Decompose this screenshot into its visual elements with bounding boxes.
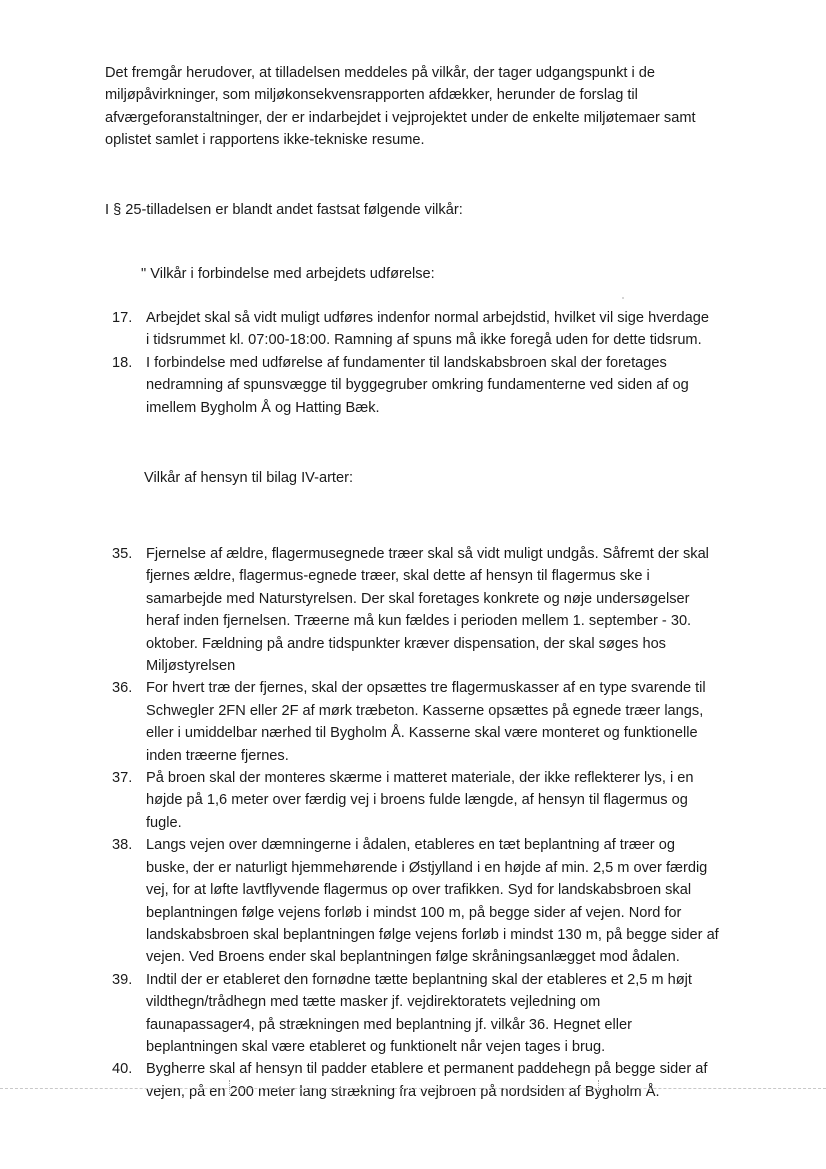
- item-line: heraf inden fjernelsen. Træerne må kun fældes i perioden mellem 1. september - 30.: [146, 613, 692, 630]
- item-line: På broen skal der monteres skærme i matteret materiale, der ikke reflekterer lys, i en: [146, 770, 694, 787]
- scan-artifact-mark: [229, 1080, 231, 1094]
- list-item: [112, 677, 719, 767]
- list-item: [112, 969, 719, 1059]
- list-item: [112, 307, 709, 352]
- item-line: Fjernelse af ældre, flagermusegnede træer skal så vidt muligt undgås. Såfremt der skal: [146, 546, 709, 562]
- section1-list: [112, 307, 709, 419]
- item-line: vejen. Ved Broens ender skal beplantningen følge skråningsanlægget mod ådalen.: [146, 949, 680, 966]
- item-line: eller i umiddelbar nærhed til Bygholm Å. Kasserne skal være monteret og funktionelle: [146, 725, 698, 742]
- item-line: fugle.: [146, 814, 182, 831]
- intro-line: miljøpåvirkninger, som miljøkonsekvensrapporten afdækker, herunder de forslag til: [105, 87, 638, 104]
- list-item: [112, 1058, 719, 1103]
- item-line: Miljøstyrelsen: [146, 658, 236, 675]
- condition-intro: I § 25-tilladelsen er blandt andet fastsat følgende vilkår:: [105, 202, 463, 218]
- item-number: 37.: [112, 770, 133, 787]
- item-line: Langs vejen over dæmningerne i ådalen, etableres en tæt beplantning af træer og: [146, 837, 675, 854]
- item-line: buske, der er naturligt hjemmehørende i Østjylland i en højde af min. 2,5 m over færdig: [146, 859, 708, 876]
- intro-paragraph: [105, 62, 696, 152]
- scan-artifact-line: [0, 1088, 826, 1089]
- item-line: vejen, på en 200 meter lang strækning fra vejbroen på nordsiden af Bygholm Å.: [146, 1083, 660, 1100]
- item-number: 39.: [112, 971, 133, 988]
- item-line: Schwegler 2FN eller 2F af mørk træbeton. Kasserne opsættes på egnede træer langs,: [146, 702, 704, 719]
- intro-line: Det fremgår herudover, at tilladelsen meddeles på vilkår, der tager udgangspunkt i de: [105, 65, 656, 81]
- item-number: 40.: [112, 1061, 133, 1078]
- item-line: For hvert træ der fjernes, skal der opsættes tre flagermuskasser af en type svarende til: [146, 680, 706, 697]
- item-line: imellem Bygholm Å og Hatting Bæk.: [146, 399, 380, 416]
- item-line: inden træerne fjernes.: [146, 747, 289, 764]
- item-number: 18.: [112, 354, 133, 371]
- item-line: beplantningen skal være etableret og funktionelt når vejen tages i brug.: [146, 1038, 606, 1055]
- item-line: vej, for at løfte lavtflyvende flagermus op over trafikken. Syd for landskabsbroen skal: [146, 882, 692, 899]
- section2-list: [112, 543, 719, 1103]
- section2-heading: Vilkår af hensyn til bilag IV-arter:: [144, 470, 354, 486]
- list-item: [112, 767, 719, 834]
- item-line: fjernes ældre, flagermus-egnede træer, skal dette af hensyn til flagermus ske i: [146, 568, 650, 585]
- item-number: 36.: [112, 680, 133, 697]
- list-item: [112, 543, 719, 677]
- intro-line: oplistet samlet i rapportens ikke-tekniske resume.: [105, 132, 425, 149]
- item-line: Arbejdet skal så vidt muligt udføres indenfor normal arbejdstid, hvilket vil sige hverdage: [146, 310, 709, 326]
- item-number: 35.: [112, 546, 133, 562]
- item-line: vildthegn/trådhegn med tætte masker jf. vejdirektoratets vejledning om: [146, 994, 601, 1011]
- item-line: landskabsbroen skal beplantningen følge vejens forløb i mindst 130 m, på begge sider af: [146, 926, 719, 943]
- item-line: nedramning af spunsvægge til byggegruber omkring fundamenterne ved siden af og: [146, 377, 689, 394]
- item-line: samarbejde med Naturstyrelsen. Der skal foretages konkrete og nøje undersøgelser: [146, 590, 690, 607]
- intro-line: afværgeforanstaltninger, der er indarbejdet i vejprojektet under de enkelte miljøtemaer samt: [105, 109, 696, 126]
- item-line: højde på 1,6 meter over færdig vej i broens fulde længde, af hensyn til flagermus og: [146, 792, 688, 809]
- item-line: beplantningen følge vejens forløb i mindst 100 m, på begge sider af vejen. Nord for: [146, 904, 682, 921]
- item-line: i tidsrummet kl. 07:00-18:00. Ramning af spuns må ikke foregå uden for dette tidsrum.: [146, 332, 702, 349]
- item-number: 17.: [112, 310, 133, 326]
- section1-heading: " Vilkår i forbindelse med arbejdets udførelse:: [141, 266, 435, 282]
- item-line: Bygherre skal af hensyn til padder etablere et permanent paddehegn på begge sider af: [146, 1061, 708, 1078]
- item-line: Indtil der er etableret den fornødne tætte beplantning skal der etableres et 2,5 m højt: [146, 971, 692, 988]
- item-line: I forbindelse med udførelse af fundamenter til landskabsbroen skal der foretages: [146, 354, 667, 371]
- item-line: faunapassager4, på strækningen med beplantning jf. vilkår 36. Hegnet eller: [146, 1016, 632, 1033]
- scan-speck: [622, 297, 624, 299]
- list-item: [112, 352, 709, 419]
- scan-artifact-mark: [598, 1080, 600, 1094]
- item-number: 38.: [112, 837, 133, 854]
- list-item: [112, 834, 719, 968]
- item-line: oktober. Fældning på andre tidspunkter kræver dispensation, der skal søges hos: [146, 635, 666, 652]
